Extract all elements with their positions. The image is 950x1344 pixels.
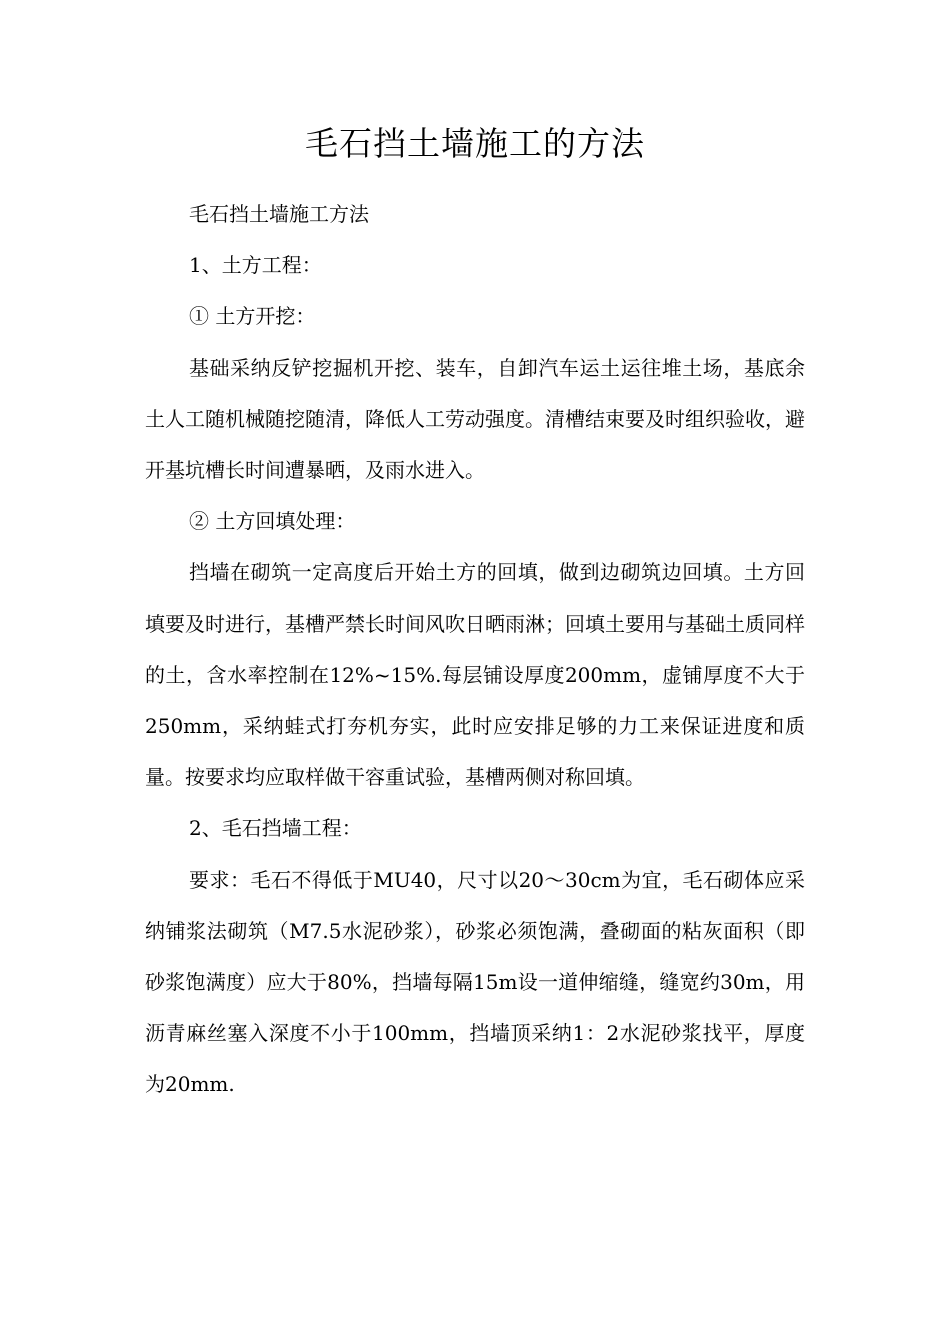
section-heading-earthwork: 1、土方工程： <box>189 253 322 278</box>
paragraph-stone-wall-requirements: 要求：毛石不得低于MU40，尺寸以20～30cm为宜，毛石砌体应采纳铺浆法砌筑（M7.5水泥砂浆），砂浆必须饱满，叠砌面的粘灰面积（即砂浆饱满度）应大于80%，挡墙每隔15m设一道伸缩缝，缝宽约30m，用沥青麻丝塞入深度不小于100mm，挡墙顶采纳1：2水泥砂浆找平，厚度为20mm. <box>145 867 805 1097</box>
paragraph-backfill: 挡墙在砌筑一定高度后开始土方的回填，做到边砌筑边回填。土方回填要及时进行，基槽严禁长时间风吹日晒雨淋；回填土要用与基础土质同样的土，含水率控制在12%~15%.每层铺设厚度200mm，虚铺厚度不大于250mm，采纳蛙式打夯机夯实，此时应安排足够的力工来保证进度和质量。按要求均应取样做干容重试验，基槽两侧对称回填。 <box>145 560 805 790</box>
document-body <box>145 189 805 1111</box>
subsection-heading-backfill: ② 土方回填处理： <box>189 509 356 534</box>
subsection-heading-excavation: ① 土方开挖： <box>189 304 316 329</box>
document-title: 毛石挡土墙施工的方法 <box>305 124 645 163</box>
paragraph-heading: 毛石挡土墙施工方法 <box>189 202 369 226</box>
paragraph-excavation: 基础采纳反铲挖掘机开挖、装车，自卸汽车运土运往堆土场，基底余土人工随机械随挖随清，降低人工劳动强度。清槽结束要及时组织验收，避开基坑槽长时间遭暴晒，及雨水进入。 <box>145 355 805 483</box>
section-heading-stone-wall: 2、毛石挡墙工程： <box>189 816 362 841</box>
